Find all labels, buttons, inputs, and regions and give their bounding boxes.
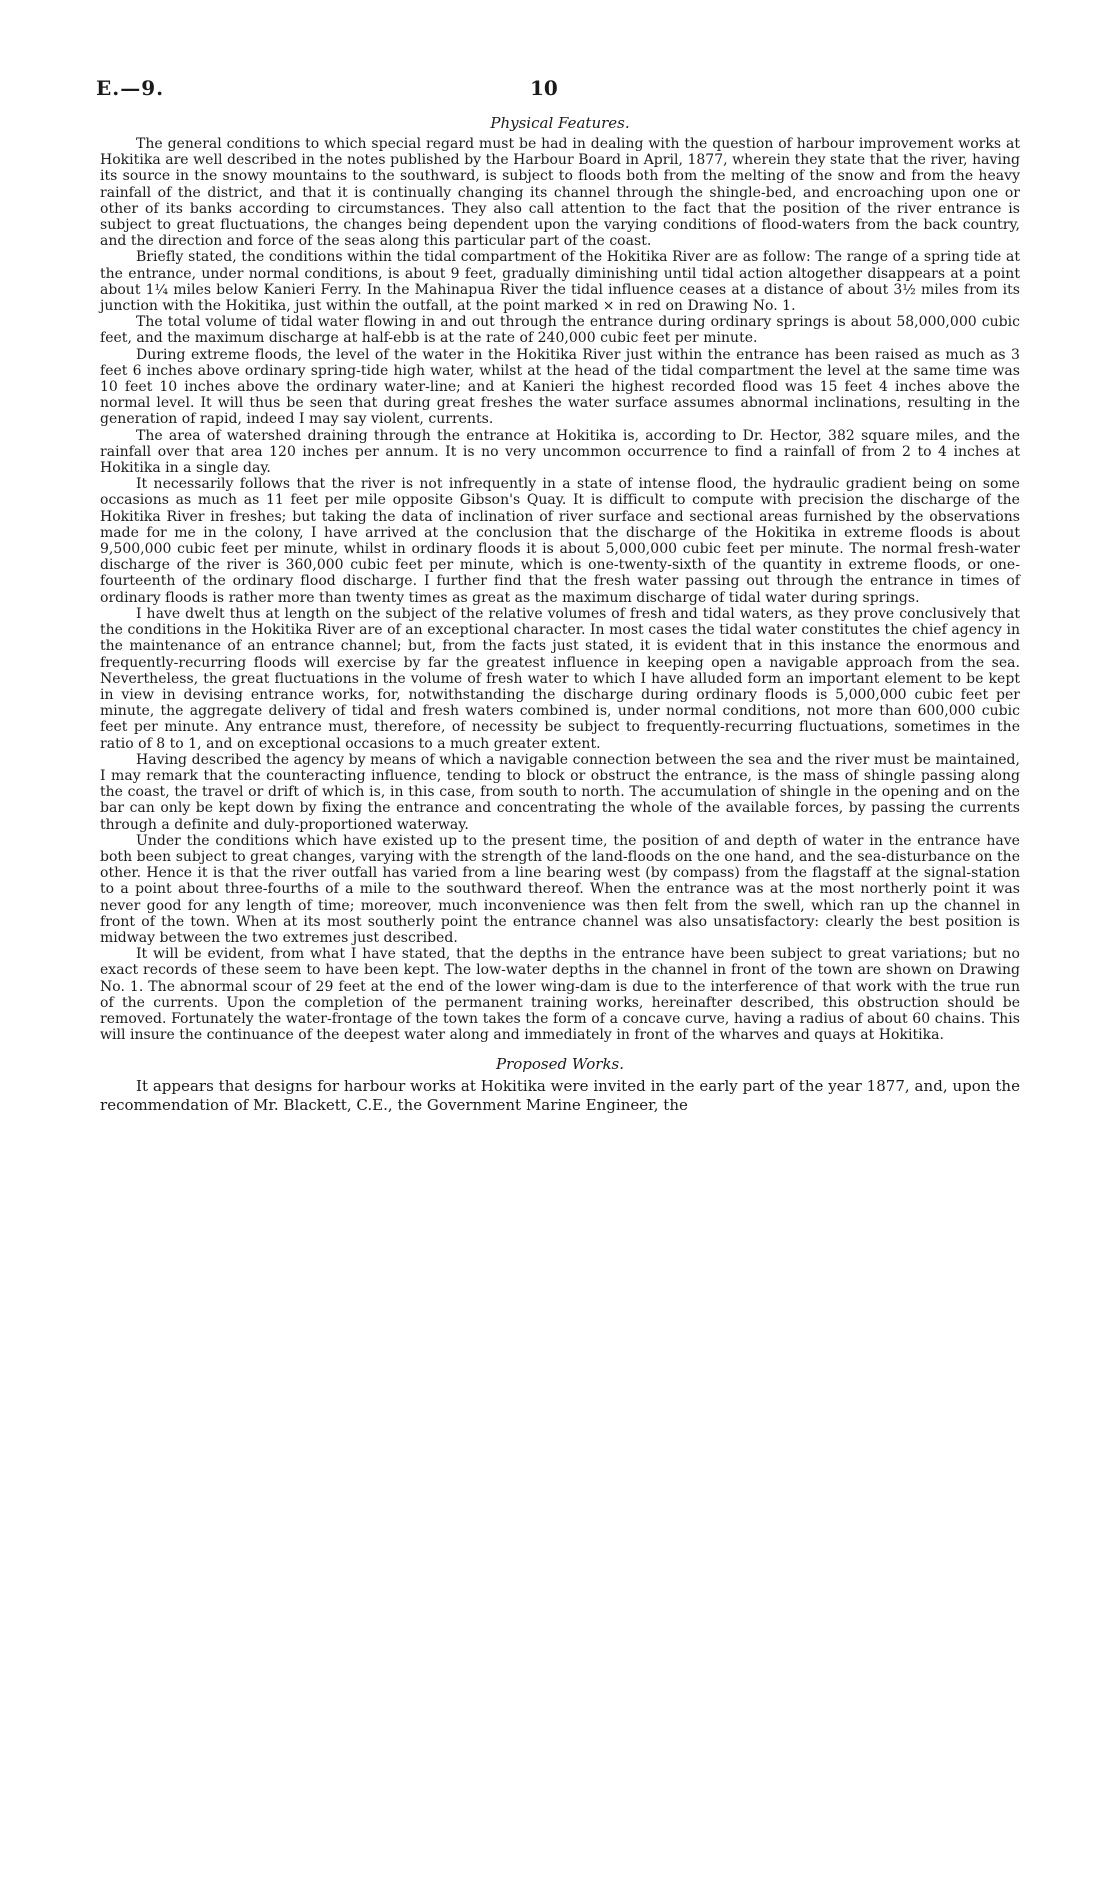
- paragraph: The area of watershed draining through the entrance at Hokitika is, according to Dr. Hector, 382 square miles, and the rainfall over that area 120 inches per annum. It is no very uncommon occurrence to find a rainfall of from 2 to 4 inches at Hokitika in a single day.: [100, 427, 1020, 477]
- paragraph: Having described the agency by means of which a navigable connection between the sea and the river must be maintained, I may remark that the counteracting influence, tending to block or obstruct the entrance, is the mass of shingle passing along the coast, the travel or drift of which is, in this case, from south to north. The accumulation of shingle in the opening and on the bar can only be kept down by fixing the entrance and concentrating the whole of the available forces, by passing the currents through a definite and duly-proportioned waterway.: [100, 751, 1020, 833]
- section-heading-physical-features: Physical Features.: [490, 114, 630, 132]
- paragraph: Under the conditions which have existed up to the present time, the position of and depth of water in the entrance have both been subject to great changes, varying with the strength of the land-floods on the one hand, and the sea-disturbance on the other. Hence it is that the river outfall has varied from a line bearing west (by compass) from the flagstaff at the signal-station to a point about three-fourths of a mile to the southward thereof. When the entrance was at the most northerly point it was never good for any length of time; moreover, much inconvenience was then felt from the swell, which ran up the channel in front of the town. When at its most southerly point the entrance channel was also unsatisfactory: clearly the best position is midway between the two extremes just described.: [100, 832, 1020, 946]
- paragraph: It necessarily follows that the river is not infrequently in a state of intense flood, the hydraulic gradient being on some occasions as much as 11 feet per mile opposite Gibson's Quay. It is difficult to compute with precision the discharge of the Hokitika River in freshes; but taking the data of inclination of river surface and sectional areas furnished by the observations made for me in the colony, I have arrived at the conclusion that the discharge of the Hokitika in extreme floods is about 9,500,000 cubic feet per minute, whilst in ordinary floods it is about 5,000,000 cubic feet per minute. The normal fresh-water discharge of the river is 360,000 cubic feet per minute, which is one-twenty-sixth of the quantity in extreme floods, or one-fourteenth of the ordinary flood discharge. I further find that the fresh water passing out through the entrance in times of ordinary floods is rather more than twenty times as great as the maximum discharge of tidal water during springs.: [100, 476, 1020, 606]
- paragraph: Briefly stated, the conditions within the tidal compartment of the Hokitika River are as follow: The range of a spring tide at the entrance, under normal conditions, is about 9 feet, gradually diminishing until tidal action altogether disappears at a point about 1¼ miles below Kanieri Ferry. In the Mahinapua River the tidal influence ceases at a distance of about 3½ miles from its junction with the Hokitika, just within the outfall, at the point marked × in red on Drawing No. 1.: [100, 249, 1020, 315]
- page-number: 10: [530, 76, 558, 100]
- paragraph: The total volume of tidal water flowing in and out through the entrance during ordinary springs is about 58,000,000 cubic feet, and the maximum discharge at half-ebb is at the rate of 240,000 cubic feet per minute.: [100, 314, 1020, 347]
- document-reference: E.—9.: [96, 76, 165, 100]
- section-heading-proposed-works: Proposed Works.: [495, 1055, 625, 1074]
- document-page: [96, 62, 1020, 1115]
- paragraph: I have dwelt thus at length on the subject of the relative volumes of fresh and tidal waters, as they prove conclusively that the conditions in the Hokitika River are of an exceptional character. In most cases the tidal water constitutes the chief agency in the maintenance of an entrance channel; but, from the facts just stated, it is evident that in this instance the enormous and frequently-recurring floods will exercise by far the greatest influence in keeping open a navigable approach from the sea. Nevertheless, the great fluctuations in the volume of fresh water to which I have alluded form an important element to be kept in view in devising entrance works, for, notwithstanding the discharge during ordinary floods is 5,000,000 cubic feet per minute, the aggregate delivery of tidal and fresh waters combined is, under normal conditions, not more than 600,000 cubic feet per minute. Any entrance must, therefore, of necessity be subject to frequently-recurring fluctuations, sometimes in the ratio of 8 to 1, and on exceptional occasions to a much greater extent.: [100, 605, 1020, 752]
- paragraph: During extreme floods, the level of the water in the Hokitika River just within the entrance has been raised as much as 3 feet 6 inches above ordinary spring-tide high water, whilst at the head of the tidal compartment the level at the same time was 10 feet 10 inches above the ordinary water-line; and at Kanieri the highest recorded flood was 15 feet 4 inches above the normal level. It will thus be seen that during great freshes the water surface assumes abnormal inclinations, resulting in the generation of rapid, indeed I may say violent, currents.: [100, 346, 1020, 428]
- paragraph: It will be evident, from what I have stated, that the depths in the entrance have been subject to great variations; but no exact records of these seem to have been kept. The low-water depths in the channel in front of the town are shown on Drawing No. 1. The abnormal scour of 29 feet at the end of the lower wing-dam is due to the interference of that work with the true run of the currents. Upon the completion of the permanent training works, hereinafter described, this obstruction should be removed. Fortunately the water-frontage of the town takes the form of a concave curve, having a radius of about 60 chains. This will insure the continuance of the deepest water along and immediately in front of the wharves and quays at Hokitika.: [100, 946, 1020, 1044]
- page-header: [96, 62, 1020, 102]
- section-body-physical-features: [100, 136, 1020, 1043]
- section-body-proposed-works: [100, 1077, 1020, 1115]
- paragraph: It appears that designs for harbour works at Hokitika were invited in the early part of the year 1877, and, upon the recommendation of Mr. Blackett, C.E., the Government Marine Engineer, the: [100, 1077, 1020, 1115]
- paragraph: The general conditions to which special regard must be had in dealing with the question of harbour improvement works at Hokitika are well described in the notes published by the Harbour Board in April, 1877, wherein they state that the river, having its source in the snowy mountains to the southward, is subject to floods both from the melting of the snow and from the heavy rainfall of the district, and that it is continually changing its channel through the shingle-bed, and encroaching upon one or other of its banks according to circumstances. They also call attention to the fact that the position of the river entrance is subject to great fluctuations, the changes being dependent upon the varying conditions of flood-waters from the back country, and the direction and force of the seas along this particular part of the coast.: [100, 136, 1020, 250]
